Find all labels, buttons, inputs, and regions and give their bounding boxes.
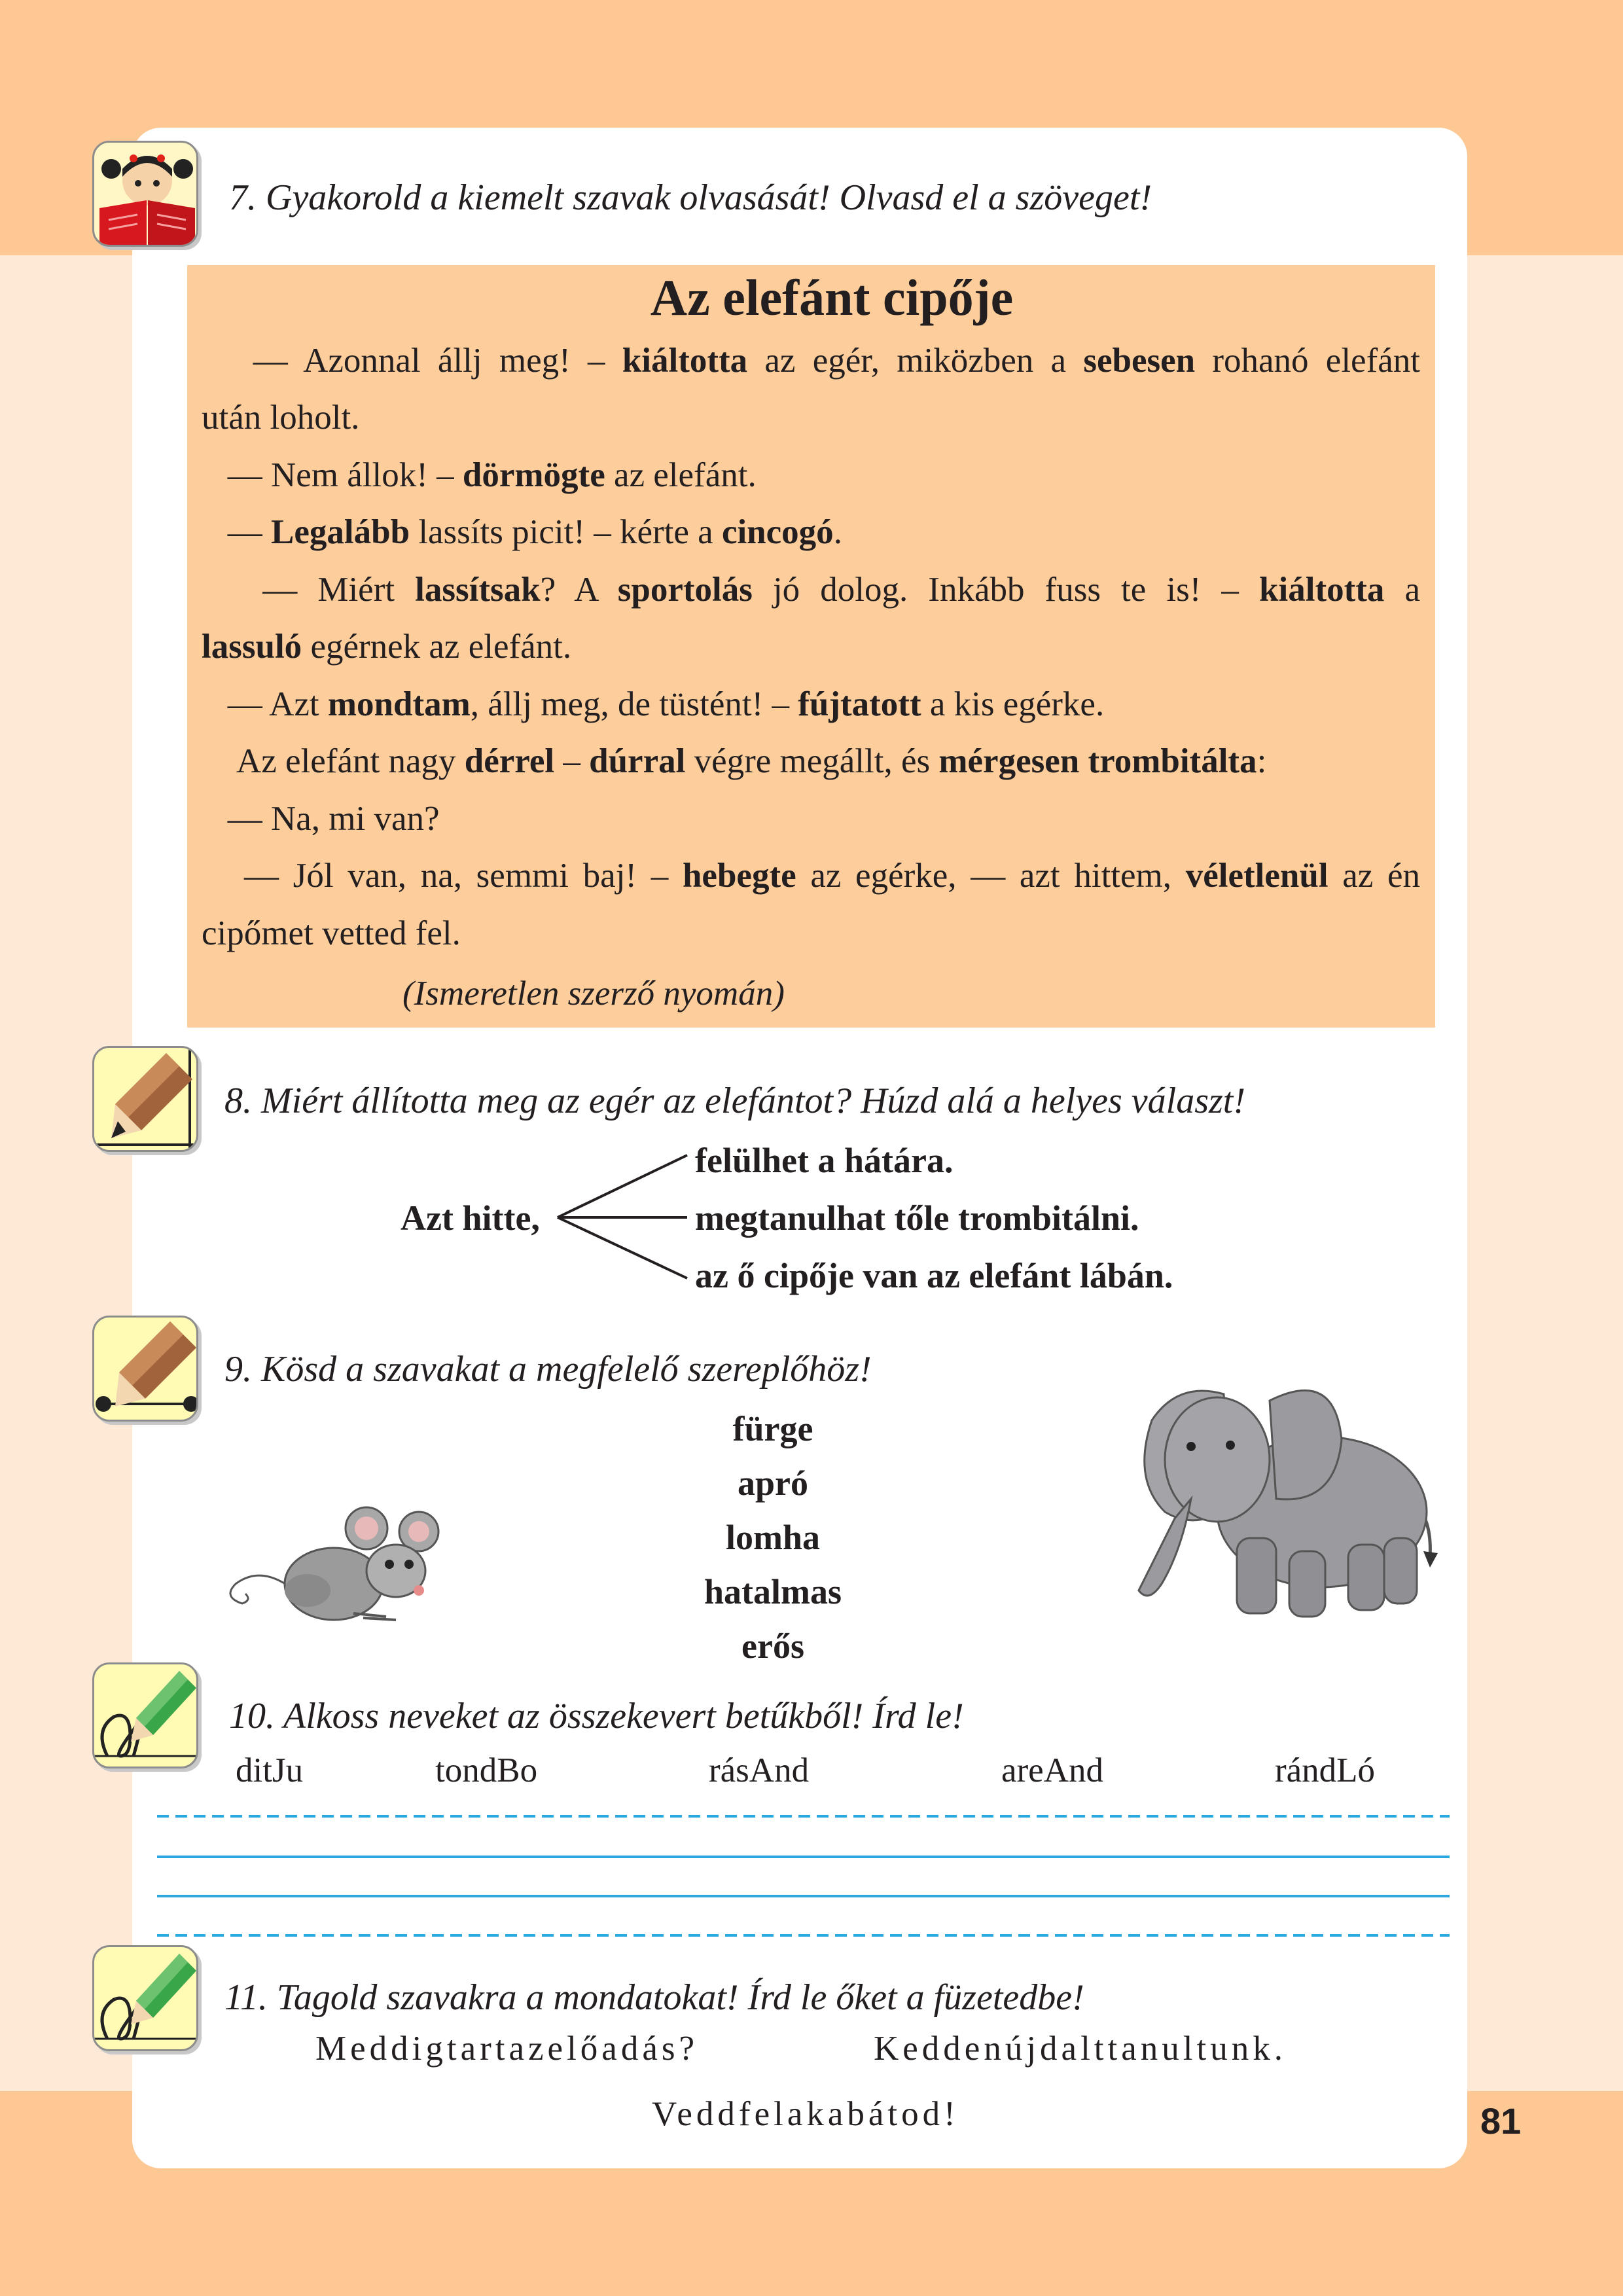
story-line: ― Miért lassítsak? A sportolás jó dolog. Inkább fuss te is! – kiáltotta a	[202, 571, 1420, 609]
joined-sentence: Veddfelakabátod!	[652, 2095, 959, 2133]
story-line: ― Legalább lassíts picit! – kérte a cincogó.	[202, 513, 842, 551]
story-title: Az elefánt cipője	[650, 269, 1014, 326]
story-line: ― Jól van, na, semmi baj! – hebegte az egérke, ― azt hittem, véletlenül az én	[202, 857, 1420, 895]
joined-sentence: Keddenújdalttanultunk.	[874, 2030, 1287, 2068]
adjective-word[interactable]: apró	[738, 1463, 808, 1503]
adjective-word[interactable]: erős	[741, 1626, 804, 1666]
story-line: ― Na, mi van?	[202, 800, 440, 838]
answer-option[interactable]: megtanulhat tőle trombitálni.	[695, 1198, 1139, 1238]
exercise-9-instruction: 9. Kösd a szavakat a megfelelő szereplőhöz!	[224, 1349, 872, 1390]
story-line: ― Azt mondtam, állj meg, de tüstént! – fújtatott a kis egérke.	[202, 685, 1105, 723]
story-source: (Ismeretlen szerző nyomán)	[402, 975, 785, 1013]
adjective-word[interactable]: fürge	[732, 1409, 813, 1448]
story-line: után loholt.	[202, 399, 360, 437]
story-line: ― Nem állok! – dörmögte az elefánt.	[202, 456, 757, 494]
mouse-illustration[interactable]	[223, 1492, 452, 1630]
scrambled-word: areAnd	[1001, 1751, 1103, 1789]
writing-icon	[92, 1662, 198, 1768]
scrambled-word: rásAnd	[709, 1751, 810, 1789]
exercise-7-instruction: 7. Gyakorold a kiemelt szavak olvasását! Olvasd el a szöveget!	[229, 177, 1152, 218]
elephant-illustration[interactable]	[1126, 1368, 1453, 1630]
adjective-word[interactable]: lomha	[725, 1518, 821, 1557]
scrambled-word: tondBo	[435, 1751, 538, 1789]
writing-lines[interactable]	[157, 1810, 1453, 1941]
story-line: cipőmet vetted fel.	[202, 914, 461, 952]
answer-branch-lines	[550, 1149, 694, 1293]
adjective-word[interactable]: hatalmas	[704, 1572, 842, 1611]
answer-option[interactable]: felülhet a hátára.	[695, 1141, 954, 1180]
story-line: Az elefánt nagy dérrel – dúrral végre megállt, és mérgesen trombitálta:	[202, 742, 1267, 780]
exercise-11-instruction: 11. Tagold szavakra a mondatokat! Írd le őket a füzetedbe!	[224, 1977, 1084, 2018]
page-number: 81	[1480, 2100, 1522, 2142]
scrambled-word: ditJu	[236, 1751, 304, 1789]
connect-pencil-icon	[92, 1316, 198, 1422]
story-line: lassuló egérnek az elefánt.	[202, 628, 572, 666]
writing-icon	[92, 1945, 198, 2051]
answer-option[interactable]: az ő cipője van az elefánt lábán.	[695, 1256, 1173, 1295]
reading-icon	[92, 141, 198, 247]
answer-stem: Azt hitte,	[401, 1198, 540, 1238]
pencil-icon	[92, 1046, 198, 1152]
exercise-10-instruction: 10. Alkoss neveket az összekevert betűkből! Írd le!	[229, 1696, 964, 1736]
joined-sentence: Meddigtartazelőadás?	[315, 2030, 698, 2068]
exercise-8-instruction: 8. Miért állította meg az egér az elefántot? Húzd alá a helyes választ!	[224, 1081, 1246, 1121]
story-line: ― Azonnal állj meg! – kiáltotta az egér, miközben a sebesen rohanó elefánt	[202, 342, 1420, 380]
scrambled-word: rándLó	[1275, 1751, 1376, 1789]
